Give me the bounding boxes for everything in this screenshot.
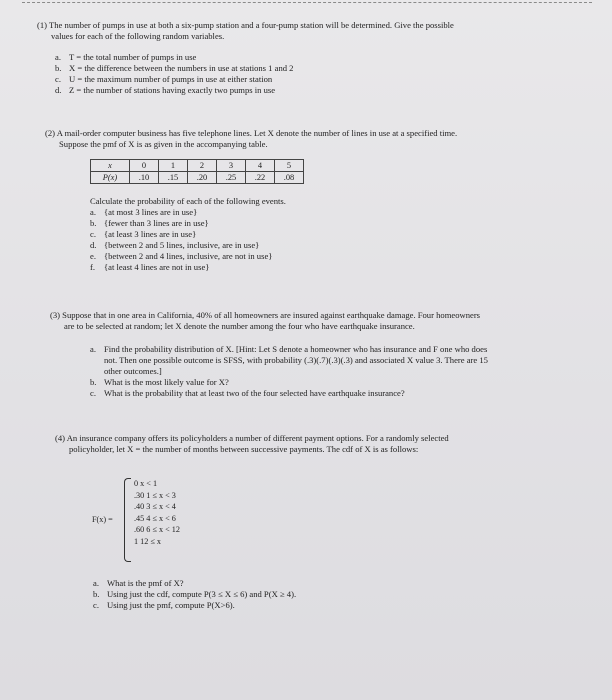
cdf-piecewise-function <box>92 478 292 562</box>
pmf-table <box>90 159 304 184</box>
problem-1-intro-line-2: values for each of the following random variables. <box>51 31 225 41</box>
list-item: a. What is the pmf of X? <box>93 578 184 588</box>
problem-3-intro-line-2: are to be selected at random; let X denote the number among the four who have earthquake insurance. <box>64 321 415 331</box>
table-header-x: x <box>91 160 130 172</box>
cdf-row: 1 12 ≤ x <box>134 536 162 546</box>
problem-4-intro-line-2: policyholder, let X = the number of months between successive payments. The cdf of X is as follows: <box>69 444 419 454</box>
cdf-label: F(x) = <box>92 515 113 524</box>
problem-3-list <box>50 377 606 399</box>
list-item: b. Using just the cdf, compute P(3 ≤ X ≤ 6) and P(X ≥ 4). <box>93 589 297 599</box>
problem-2 <box>45 128 605 273</box>
left-brace <box>124 478 131 562</box>
table-row: x 0 1 2 3 4 5 <box>91 160 304 172</box>
list-item: a. {at most 3 lines are in use} <box>90 207 198 217</box>
table-row: P(x) .10 .15 .20 .25 .22 .08 <box>91 172 304 184</box>
problem-3-intro-line-1: (3) Suppose that in one area in California, 40% of all homeowners are insured against earthquake damage. Four homeowners <box>50 310 481 320</box>
list-item: b. X = the difference between the numbers in use at stations 1 and 2 <box>55 63 294 73</box>
list-item: e. {between 2 and 4 lines, inclusive, are not in use} <box>90 251 273 261</box>
list-item: f. {at least 4 lines are not in use} <box>90 262 210 272</box>
problem-4-questions <box>93 578 593 611</box>
cdf-row: .30 1 ≤ x < 3 <box>134 490 176 500</box>
problem-2-intro-line-2: Suppose the pmf of X is as given in the accompanying table. <box>59 139 268 149</box>
list-item: d. {between 2 and 5 lines, inclusive, are in use} <box>90 240 260 250</box>
problem-1 <box>37 20 597 96</box>
problem-4-list <box>93 578 593 611</box>
problem-3 <box>50 310 606 399</box>
list-item: c. What is the probability that at least two of the four selected have earthquake insurance? <box>90 388 405 398</box>
cdf-row: .40 3 ≤ x < 4 <box>134 502 176 512</box>
cdf-row: .45 4 ≤ x < 6 <box>134 513 176 523</box>
top-dashed-rule <box>22 2 592 3</box>
problem-2-list <box>45 207 605 273</box>
list-item: a. T = the total number of pumps in use <box>55 52 197 62</box>
cdf-row: .60 6 ≤ x < 12 <box>134 525 180 535</box>
cdf-row: 0 x < 1 <box>134 479 158 488</box>
table-header-px: P(x) <box>91 172 130 184</box>
problem-3-item-a: a. Find the probability distribution of X. [Hint: Let S denote a homeowner who has insurance and F one who does not. Then one possible outcome is SFSS, with probability (.3)(.7)(.3)(.3) and associated X value 3. There are 15 other outcomes.] <box>90 344 488 376</box>
list-item: c. {at least 3 lines are in use} <box>90 229 197 239</box>
problem-1-list <box>37 52 597 96</box>
problem-1-intro-line-1: (1) The number of pumps in use at both a six-pump station and a four-pump station will be determined. Give the possible <box>37 20 454 30</box>
cdf-rows <box>134 478 180 548</box>
list-item: c. Using just the pmf, compute P(X>6). <box>93 600 235 610</box>
list-item: d. Z = the number of stations having exactly two pumps in use <box>55 85 276 95</box>
list-item: b. What is the most likely value for X? <box>90 377 229 387</box>
problem-2-instruction: Calculate the probability of each of the following events. <box>90 196 286 206</box>
list-item: b. {fewer than 3 lines are in use} <box>90 218 209 228</box>
list-item: c. U = the maximum number of pumps in use at either station <box>55 74 273 84</box>
problem-2-intro-line-1: (2) A mail-order computer business has five telephone lines. Let X denote the number of lines in use at a specified time. <box>45 128 458 138</box>
problem-4-intro-line-1: (4) An insurance company offers its policyholders a number of different payment options. For a randomly selected <box>55 433 449 443</box>
problem-4 <box>55 433 605 455</box>
